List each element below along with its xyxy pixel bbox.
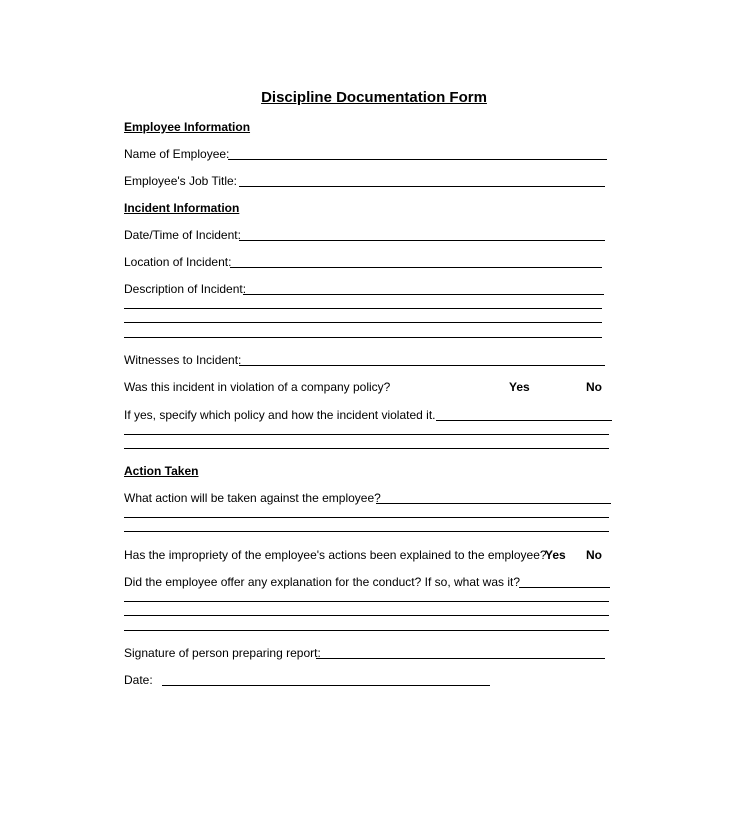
incident-location-line[interactable] xyxy=(230,267,602,268)
incident-datetime-line[interactable] xyxy=(239,240,605,241)
explanation-line[interactable] xyxy=(124,630,609,631)
policy-label: If yes, specify which policy and how the incident violated it. xyxy=(124,408,436,422)
incident-description-line[interactable] xyxy=(243,294,604,295)
violation-no-option[interactable]: No xyxy=(586,380,602,394)
policy-line[interactable] xyxy=(124,434,609,435)
incident-description-line[interactable] xyxy=(124,308,602,309)
explained-yes-option[interactable]: Yes xyxy=(545,548,566,562)
explanation-line[interactable] xyxy=(124,615,609,616)
employee-name-label: Name of Employee: xyxy=(124,147,230,161)
policy-line[interactable] xyxy=(124,448,609,449)
action-line[interactable] xyxy=(124,517,609,518)
action-section-heading: Action Taken xyxy=(124,464,199,478)
employee-section-heading: Employee Information xyxy=(124,120,251,134)
job-title-line[interactable] xyxy=(239,186,605,187)
explanation-label: Did the employee offer any explanation for the conduct? If so, what was it? xyxy=(124,575,521,589)
date-label: Date: xyxy=(124,673,153,687)
violation-question: Was this incident in violation of a company policy? xyxy=(124,380,391,394)
incident-location-label: Location of Incident: xyxy=(124,255,232,269)
witnesses-line[interactable] xyxy=(239,365,605,366)
witnesses-label: Witnesses to Incident: xyxy=(124,353,242,367)
incident-description-line[interactable] xyxy=(124,322,602,323)
policy-line[interactable] xyxy=(436,420,612,421)
date-line[interactable] xyxy=(162,685,490,686)
explained-no-option[interactable]: No xyxy=(586,548,602,562)
employee-name-line[interactable] xyxy=(228,159,607,160)
explanation-line[interactable] xyxy=(124,601,609,602)
signature-line[interactable] xyxy=(316,658,605,659)
incident-datetime-label: Date/Time of Incident: xyxy=(124,228,241,242)
explanation-line[interactable] xyxy=(519,587,610,588)
signature-label: Signature of person preparing report: xyxy=(124,646,321,660)
explained-question: Has the impropriety of the employee's actions been explained to the employee? xyxy=(124,548,547,562)
action-line[interactable] xyxy=(376,503,611,504)
incident-section-heading: Incident Information xyxy=(124,201,240,215)
action-label: What action will be taken against the employee? xyxy=(124,491,381,505)
job-title-label: Employee's Job Title: xyxy=(124,174,238,188)
incident-description-label: Description of Incident: xyxy=(124,282,247,296)
incident-description-line[interactable] xyxy=(124,337,602,338)
action-line[interactable] xyxy=(124,531,609,532)
form-title: Discipline Documentation Form xyxy=(261,89,487,106)
violation-yes-option[interactable]: Yes xyxy=(509,380,530,394)
